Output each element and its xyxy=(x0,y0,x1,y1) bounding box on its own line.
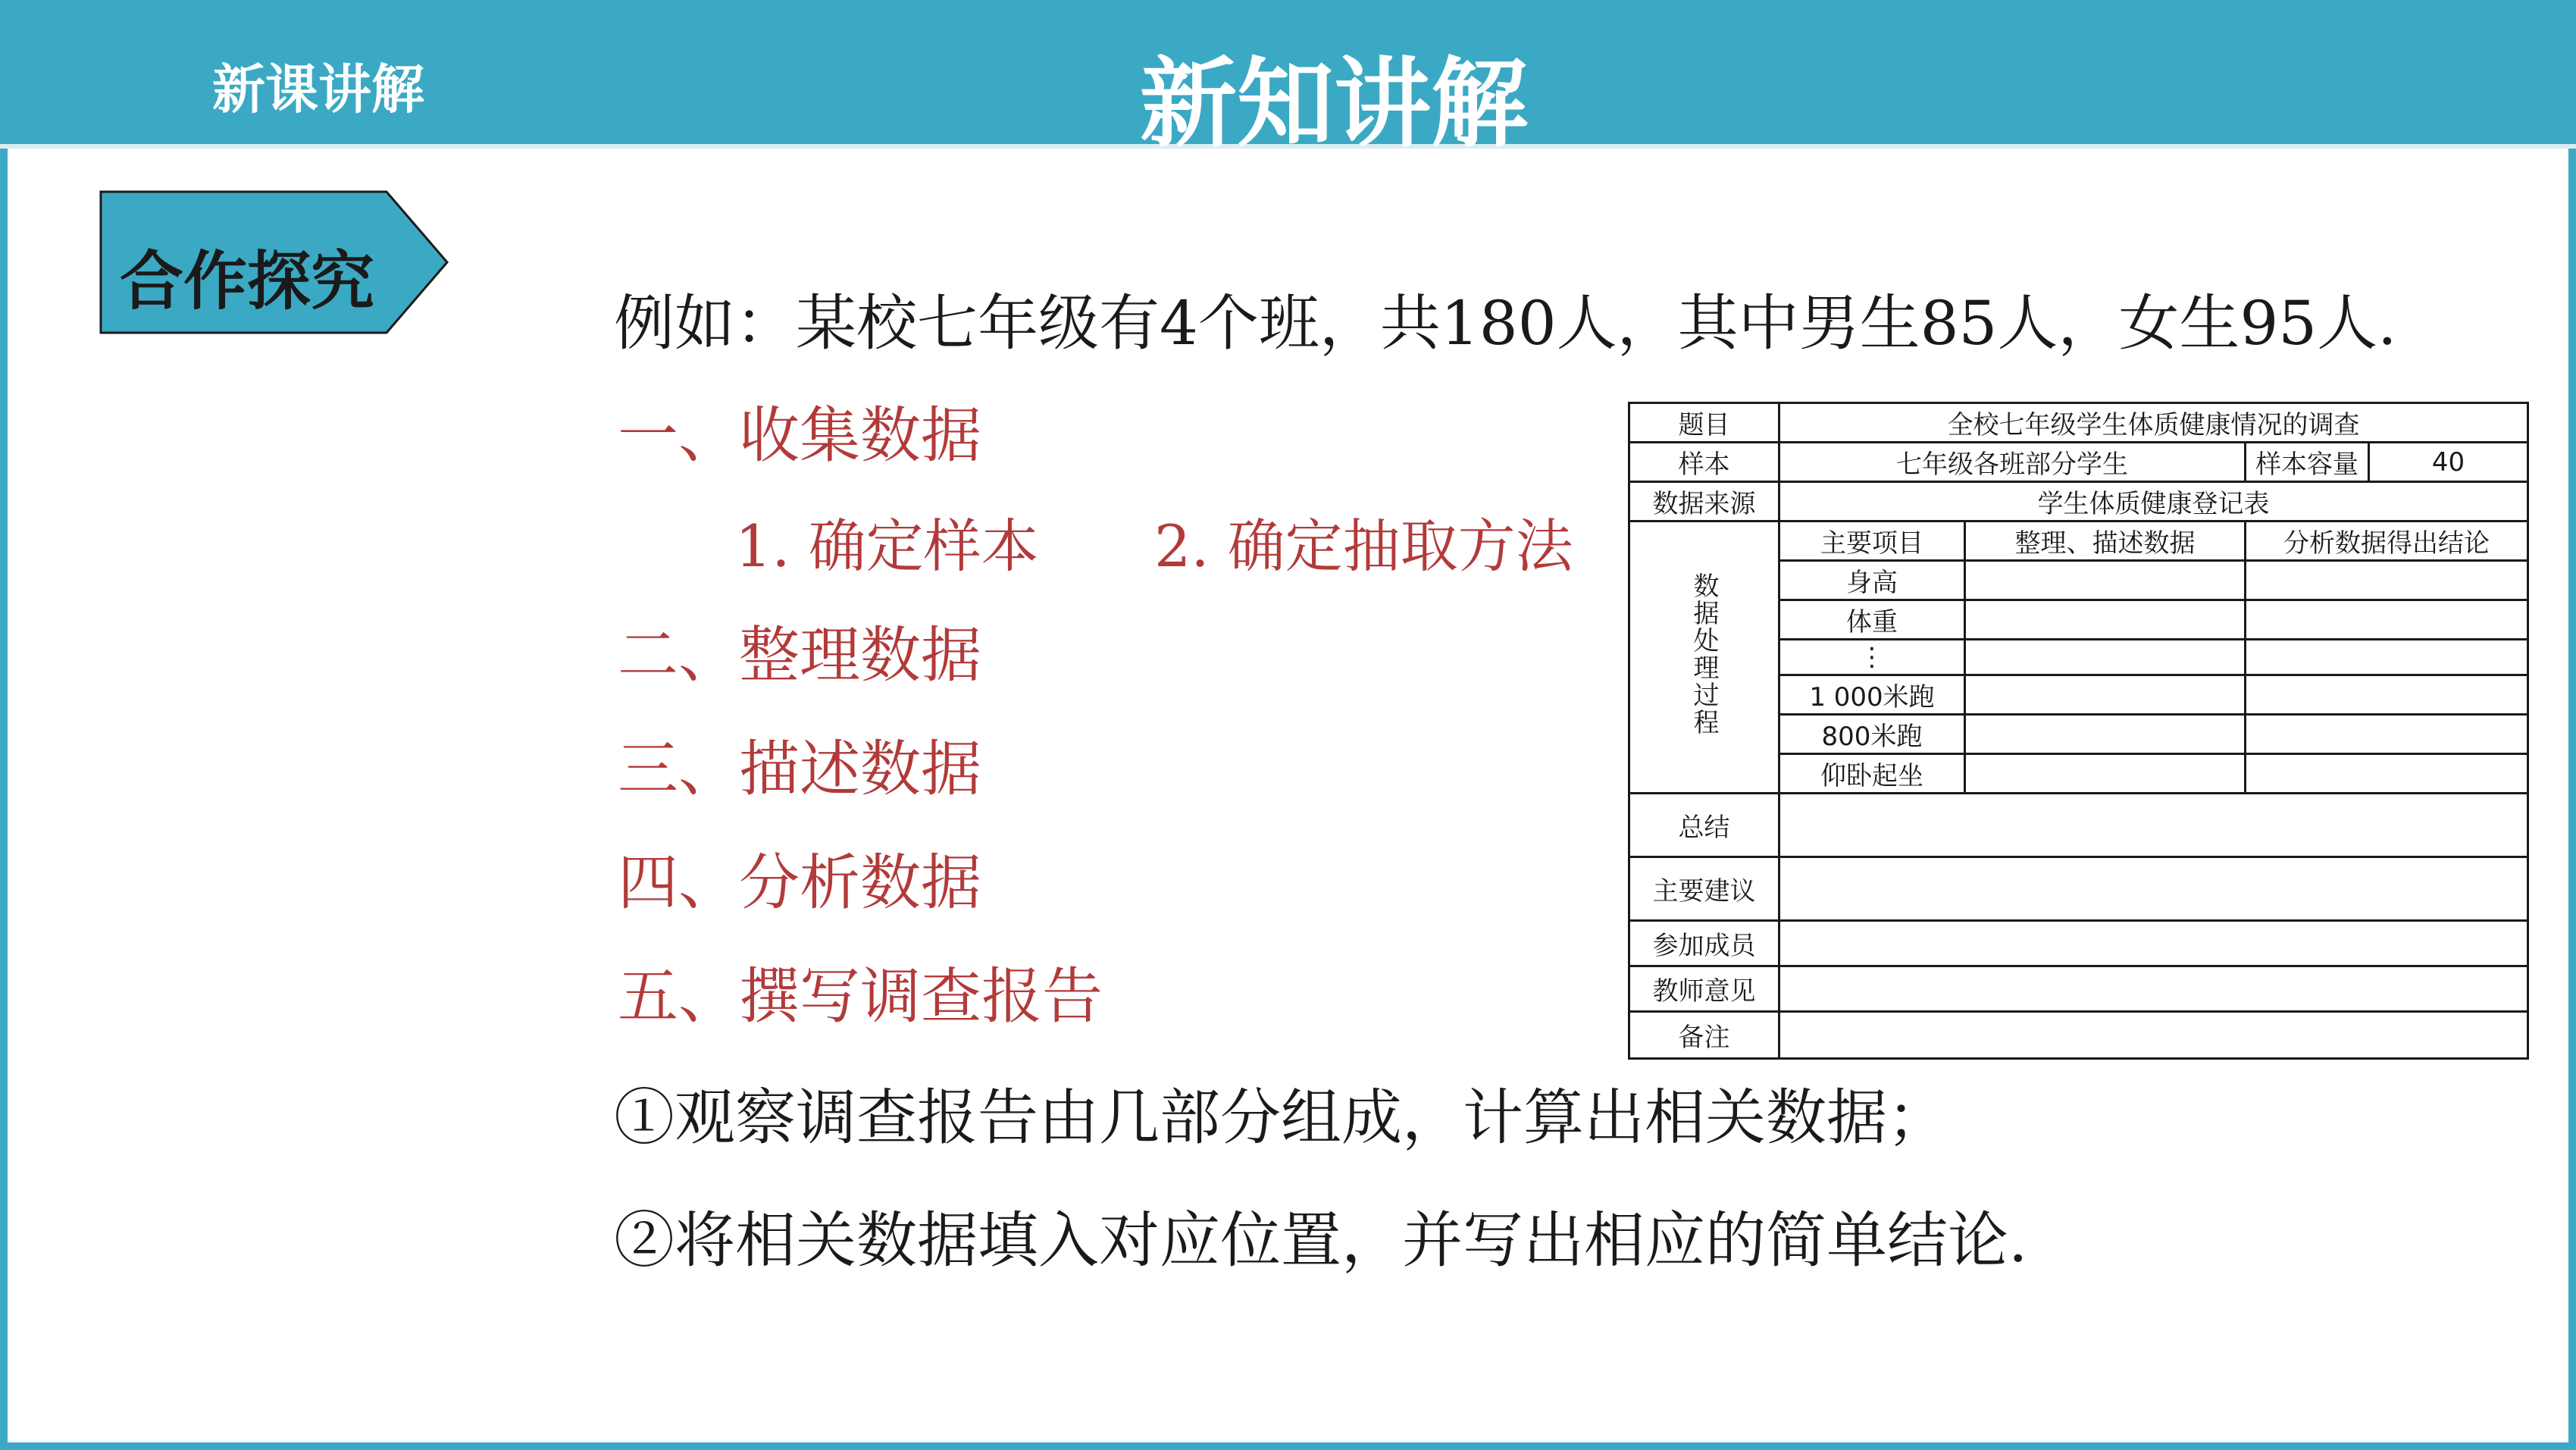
step-organize-data: 二、整理数据 xyxy=(618,620,981,691)
question-2: ②将相关数据填入对应位置，并写出相应的简单结论. xyxy=(614,1205,2028,1276)
intro-text: 例如：某校七年级有4个班，共180人，其中男生85人，女生95人. xyxy=(614,288,2397,359)
item-800m-run: 800米跑 xyxy=(1779,715,1965,754)
source-value: 学生体质健康登记表 xyxy=(1779,482,2528,521)
col-header-analyze: 分析数据得出结论 xyxy=(2246,521,2528,561)
substep-determine-method: 2. 确定抽取方法 xyxy=(1154,512,1573,580)
sample-size-label: 样本容量 xyxy=(2246,443,2369,482)
step-describe-data: 三、描述数据 xyxy=(618,734,981,804)
summary-label: 总结 xyxy=(1629,794,1779,857)
topic-label: 题目 xyxy=(1629,403,1779,443)
members-label: 参加成员 xyxy=(1629,921,1779,966)
teacher-label: 教师意见 xyxy=(1629,966,1779,1012)
table-cell xyxy=(1779,966,2528,1012)
table-cell xyxy=(2246,600,2528,640)
table-cell xyxy=(2246,561,2528,600)
table-cell xyxy=(2246,640,2528,675)
table-cell xyxy=(1779,794,2528,857)
advice-label: 主要建议 xyxy=(1629,857,1779,921)
table-cell xyxy=(2246,715,2528,754)
cooperative-inquiry-badge xyxy=(99,189,455,335)
table-cell xyxy=(1965,715,2246,754)
item-1000m-run: 1 000米跑 xyxy=(1779,675,1965,715)
page-title: 新知讲解 xyxy=(1139,48,1528,161)
table-cell xyxy=(1965,600,2246,640)
step-collect-data: 一、收集数据 xyxy=(618,400,981,471)
process-label: 数据处理过程 xyxy=(1689,572,1719,736)
table-cell xyxy=(1965,561,2246,600)
survey-report-table xyxy=(1628,402,2527,1053)
item-ellipsis: ⋮ xyxy=(1779,640,1965,675)
table-cell xyxy=(1779,857,2528,921)
process-label-cell xyxy=(1629,521,1779,794)
header-bar xyxy=(0,0,2576,161)
col-header-organize: 整理、描述数据 xyxy=(1965,521,2246,561)
topic-value: 全校七年级学生体质健康情况的调查 xyxy=(1779,403,2528,443)
table-cell xyxy=(1965,675,2246,715)
table-cell xyxy=(1965,640,2246,675)
table-cell xyxy=(1779,1012,2528,1059)
table-cell xyxy=(1779,921,2528,966)
badge-label: 合作探究 xyxy=(120,244,375,318)
table-cell xyxy=(2246,754,2528,794)
question-1: ①观察调查报告由几部分组成，计算出相关数据； xyxy=(614,1082,1948,1153)
remark-label: 备注 xyxy=(1629,1012,1779,1059)
sample-label: 样本 xyxy=(1629,443,1779,482)
table-cell xyxy=(1965,754,2246,794)
sample-value: 七年级各班部分学生 xyxy=(1779,443,2246,482)
source-label: 数据来源 xyxy=(1629,482,1779,521)
item-weight: 体重 xyxy=(1779,600,1965,640)
section-label: 新课讲解 xyxy=(212,58,424,121)
table-cell xyxy=(2246,675,2528,715)
sample-size-value: 40 xyxy=(2369,443,2528,482)
item-situps: 仰卧起坐 xyxy=(1779,754,1965,794)
step-write-report: 五、撰写调查报告 xyxy=(618,961,1103,1032)
col-header-item: 主要项目 xyxy=(1779,521,1965,561)
substep-determine-sample: 1. 确定样本 xyxy=(735,512,1039,580)
step-analyze-data: 四、分析数据 xyxy=(618,847,981,918)
item-height: 身高 xyxy=(1779,561,1965,600)
